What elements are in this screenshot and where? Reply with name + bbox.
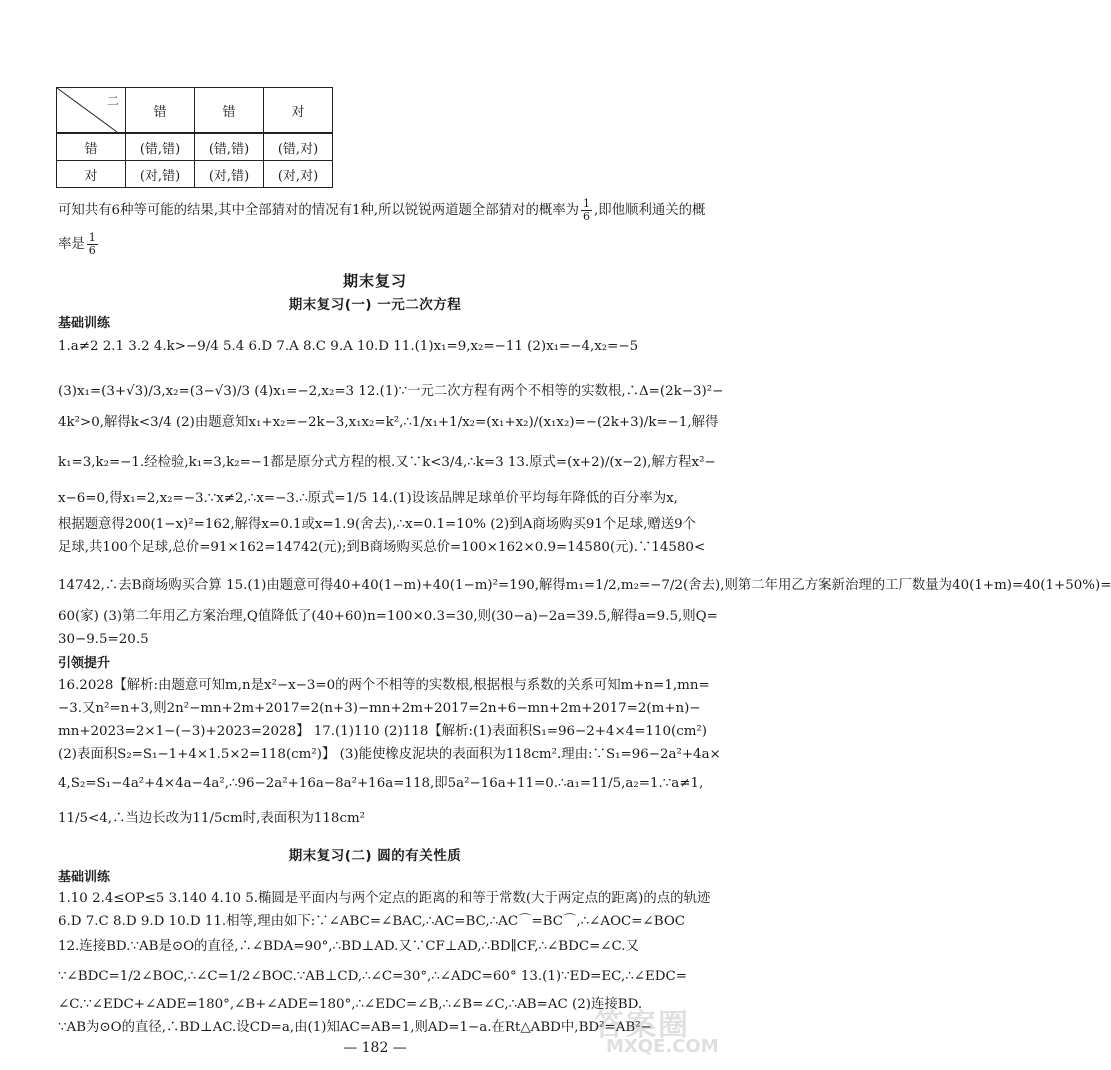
answer-line: (3)x₁=(3+√3)/3,x₂=(3−√3)/3 (4)x₁=−2,x₂=3 12.(1)∵一元二次方程有两个不相等的实数根,∴Δ=(2k−3)²− (58, 384, 724, 399)
outcome-table (56, 87, 333, 188)
answer-line: 30−9.5=20.5 (58, 632, 149, 647)
fraction-numerator: 1 (583, 197, 591, 210)
table-header-cell: 对 (264, 88, 333, 134)
corner-label: 二 (106, 94, 119, 108)
answer-line: 4,S₂=S₁−4a²+4×4a−4a²,∴96−2a²+16a−8a²+16a=118,即5a²−16a+11=0.∴a₁=11/5,a₂=1.∵a≠1, (58, 776, 704, 791)
probability-fraction (87, 232, 98, 257)
section-title: 期末复习(二) 圆的有关性质 (288, 848, 462, 864)
watermark-text: 答案圈 (594, 1008, 690, 1043)
table-row (57, 161, 333, 188)
fraction-denominator: 6 (583, 210, 591, 223)
answer-line: k₁=3,k₂=−1.经检验,k₁=3,k₂=−1都是原分式方程的根.又∵k<3/4,∴k=3 13.原式=(x+2)/(x−2),解方程x²− (58, 455, 716, 470)
table-cell: (对,错) (126, 161, 195, 188)
fraction-denominator: 6 (88, 244, 96, 257)
answer-line: ∠C.∵∠EDC+∠ADE=180°,∠B+∠ADE=180°,∴∠EDC=∠B,∴∠B=∠C,∴AB=AC (2)连接BD. (58, 997, 643, 1012)
answer-line: 16.2028【解析:由题意可知m,n是x²−x−3=0的两个不相等的实数根,根据根与系数的关系可知m+n=1,mn= (58, 678, 710, 693)
answer-line: ∵∠BDC=1/2∠BOC,∴∠C=1/2∠BOC.∵AB⊥CD,∴∠C=30°,∴∠ADC=60° 13.(1)∵ED=EC,∴∠EDC= (58, 969, 687, 984)
answer-line: 根据题意得200(1−x)²=162,解得x=0.1或x=1.9(舍去),∴x=0.1=10% (2)到A商场购买91个足球,赠送9个 (58, 517, 697, 532)
answer-line: 60(家) (3)第二年用乙方案治理,Q值降低了(40+60)n=100×0.3=30,则(30−a)−2a=39.5,解得a=9.5,则Q= (58, 609, 718, 624)
watermark-logo (588, 992, 738, 1062)
intro-line-1 (58, 197, 706, 223)
row-label: 对 (57, 161, 126, 188)
answer-line: 11/5<4,∴当边长改为11/5cm时,表面积为118cm² (58, 811, 366, 826)
intro-line-2 (58, 232, 694, 257)
intro-text-end: ,即他顺利通关的概 (594, 203, 706, 218)
intro-text: 可知共有6种等可能的结果,其中全部猜对的情况有1种,所以锐锐两道题全部猜对的概率为 (58, 203, 580, 218)
fraction-numerator: 1 (88, 231, 96, 244)
table-corner-cell (57, 88, 126, 134)
answer-line: 1.a≠2 2.1 3.2 4.k>−9/4 5.4 6.D 7.A 8.C 9.A 10.D 11.(1)x₁=9,x₂=−11 (2)x₁=−4,x₂=−5 (58, 339, 639, 354)
answer-line: 足球,共100个足球,总价=91×162=14742(元);到B商场购买总价=100×162×0.9=14580(元).∵14580< (58, 540, 706, 555)
answer-line: mn+2023=2×1−(−3)+2023=2028】 17.(1)110 (2)118【解析:(1)表面积S₁=96−2+4×4=110(cm²) (58, 724, 707, 739)
page-number: — 182 — (343, 1040, 407, 1056)
table-row (57, 133, 333, 161)
answer-line: 14742,∴去B商场购买合算 15.(1)由题意可得40+40(1−m)+40(1−m)²=190,解得m₁=1/2,m₂=−7/2(舍去),则第二年用乙方案新治理的工厂数量为40(1+m)=40(1+50%)= (58, 578, 1111, 593)
answer-line: x−6=0,得x₁=2,x₂=−3.∵x≠2,∴x=−3.∴原式=1/5 14.(1)设该品牌足球单价平均每年降低的百分率为x, (58, 491, 678, 506)
table-header-row (57, 88, 333, 134)
table-cell: (对,错) (195, 161, 264, 188)
advanced-heading: 引领提升 (58, 656, 111, 671)
table-cell: (对,对) (264, 161, 333, 188)
chapter-title: 期末复习 (342, 272, 407, 290)
basic-training-heading: 基础训练 (58, 870, 111, 885)
table-header-cell: 错 (126, 88, 195, 134)
basic-training-heading: 基础训练 (58, 316, 111, 331)
row-label: 错 (57, 133, 126, 161)
table-header-cell: 错 (195, 88, 264, 134)
probability-fraction (581, 198, 592, 223)
answer-line: ∵AB为⊙O的直径,∴BD⊥AC.设CD=a,由(1)知AC=AB=1,则AD=1−a.在Rt△ABD中,BD²=AB²− (58, 1020, 652, 1035)
answer-line: 1.10 2.4≤OP≤5 3.140 4.10 5.椭圆是平面内与两个定点的距离的和等于常数(大于两定点的距离)的点的轨迹 (58, 891, 711, 906)
intro-text: 率是 (58, 237, 85, 252)
answer-line: −3.又n²=n+3,则2n²−mn+2m+2017=2(n+3)−mn+2m+2017=2n+6−mn+2m+2017=2(m+n)− (58, 701, 701, 716)
answer-line: 6.D 7.C 8.D 9.D 10.D 11.相等,理由如下:∵∠ABC=∠BAC,∴AC=BC,∴AC⌒=BC⌒,∴∠AOC=∠BOC (58, 914, 686, 929)
answer-line: 12.连接BD.∵AB是⊙O的直径,∴∠BDA=90°,∴BD⊥AD.又∵CF⊥AD,∴BD∥CF,∴∠BDC=∠C.又 (58, 939, 639, 954)
table-cell: (错,对) (264, 133, 333, 161)
watermark-url: MXQE.COM (606, 1036, 719, 1057)
answer-line: 4k²>0,解得k<3/4 (2)由题意知x₁+x₂=−2k−3,x₁x₂=k²,∴1/x₁+1/x₂=(x₁+x₂)/(x₁x₂)=−(2k+3)/k=−1,解得 (58, 415, 719, 430)
section-title: 期末复习(一) 一元二次方程 (288, 297, 462, 313)
table-cell: (错,错) (195, 133, 264, 161)
answer-line: (2)表面积S₂=S₁−1+4×1.5×2=118(cm²)】 (3)能使橡皮泥块的表面积为118cm².理由:∵S₁=96−2a²+4a× (58, 747, 721, 762)
table-cell: (错,错) (126, 133, 195, 161)
